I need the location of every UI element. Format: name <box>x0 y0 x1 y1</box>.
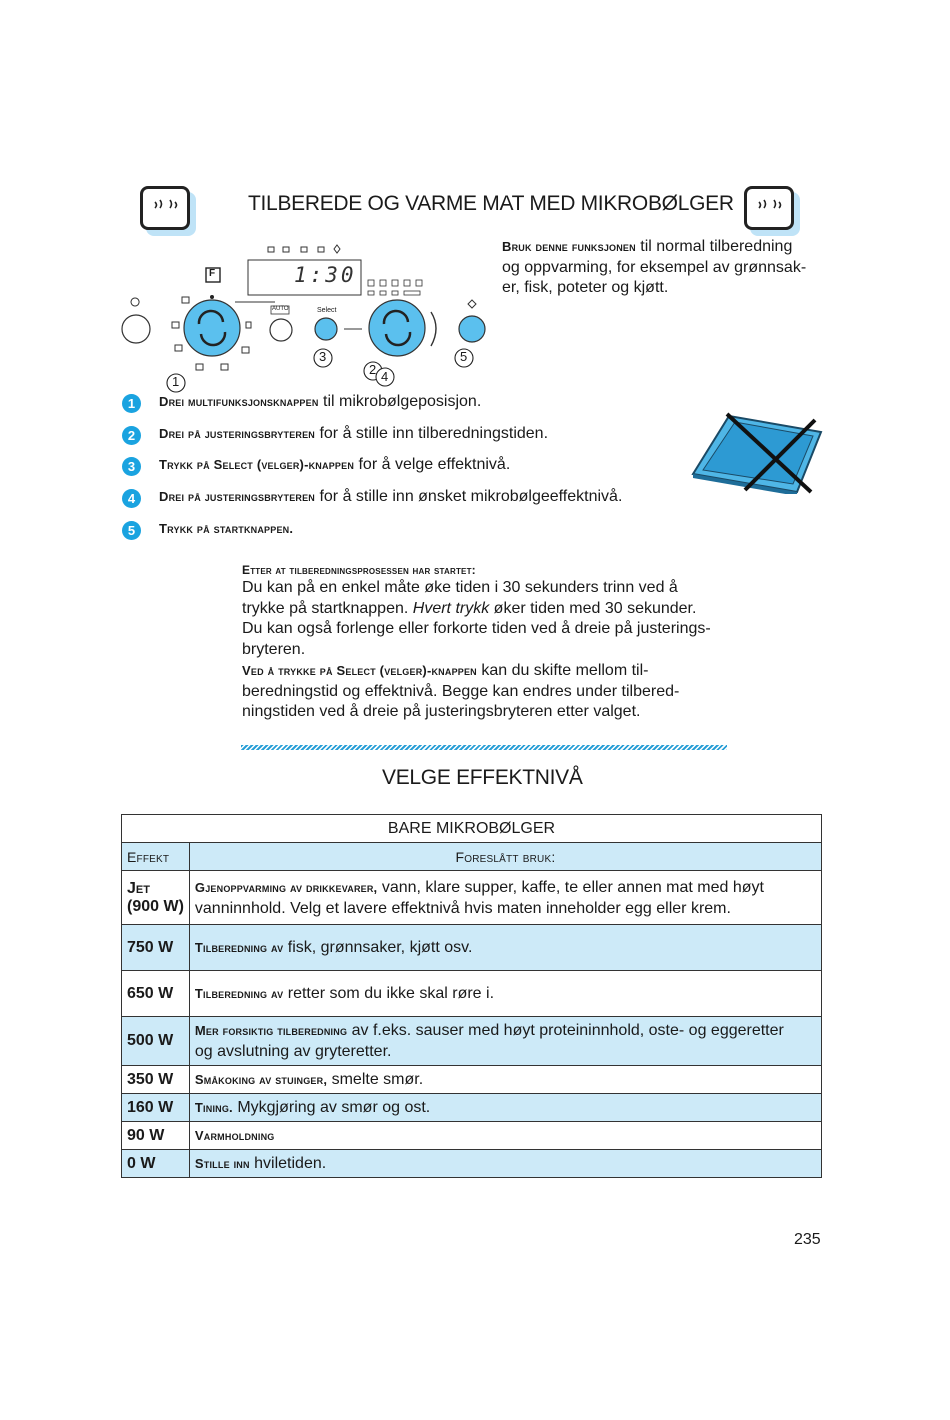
power-cell: 350 W <box>122 1066 190 1094</box>
callout-5: 5 <box>460 349 468 364</box>
usage-cell: Tilberedning av retter som du ikke skal røre i. <box>189 971 821 1017</box>
step-text: til mikrobølgeposisjon. <box>318 393 482 410</box>
power-cell: 750 W <box>122 925 190 971</box>
panel-f-label: F <box>209 268 216 279</box>
step-number: 5 <box>122 521 141 540</box>
usage-cell: Tilberedning av fisk, grønnsaker, kjøtt osv. <box>189 925 821 971</box>
col-header-power: Effekt <box>122 843 190 871</box>
power-cell: 0 W <box>122 1150 190 1178</box>
after-line: Du kan på en enkel måte øke tiden i 30 sekunders trinn ved å <box>242 579 678 596</box>
usage-cell: Mer forsiktig tilberedning av f.eks. sauser med høyt proteininnhold, oste- og eggeretter og avslutning av gryteretter. <box>189 1017 821 1066</box>
table-row <box>122 925 822 971</box>
after-line: bryteren. <box>242 641 306 659</box>
step-number: 3 <box>122 457 141 476</box>
table-row <box>122 1066 822 1094</box>
table-row <box>122 1150 822 1178</box>
step-number: 2 <box>122 426 141 445</box>
after-heading: Etter at tilberedningsprosessen har startet: <box>242 563 476 577</box>
after-line: kan du skifte mellom til- <box>476 661 649 679</box>
step-number: 1 <box>122 394 141 413</box>
power-cell: Jet (900 W) <box>122 871 190 925</box>
step-text: for å stille inn ønsket mikrobølgeeffektnivå. <box>315 488 623 505</box>
microwave-waves-icon <box>747 189 791 227</box>
usage-cell: Gjenoppvarming av drikkevarer, vann, klare supper, kaffe, te eller annen mat med høyt vanninnhold. Velg et lavere effektnivå hvis maten inneholder egg eller krem. <box>189 871 821 925</box>
after-line: ningstiden ved å dreie på justeringsbryteren etter valget. <box>242 703 641 721</box>
panel-auto-label: AUTO <box>272 306 289 312</box>
power-cell: 650 W <box>122 971 190 1017</box>
after-line: øker tiden med 30 sekunder. <box>489 599 697 617</box>
intro-line2: og oppvarming, for eksempel av grønnsak- <box>502 258 807 276</box>
callout-1: 1 <box>172 374 180 389</box>
section-title: VELGE EFFEKTNIVÅ <box>382 766 583 789</box>
table-row <box>122 1094 822 1122</box>
callout-4: 4 <box>381 369 389 384</box>
after-italic: Hvert trykk <box>412 599 490 617</box>
usage-cell: Småkoking av stuinger, smelte smør. <box>189 1066 821 1094</box>
power-level-table <box>121 814 822 1178</box>
power-cell: 500 W <box>122 1017 190 1066</box>
microwave-waves-icon <box>143 189 187 227</box>
step-lead: Trykk på Select (velger)-knappen <box>159 457 355 472</box>
step-text: for å stille inn tilberedningstiden. <box>315 425 549 442</box>
callout-3: 3 <box>319 349 327 364</box>
usage-cell: Tining. Mykgjøring av smør og ost. <box>189 1094 821 1122</box>
power-cell: 160 W <box>122 1094 190 1122</box>
table-row <box>122 1122 822 1150</box>
after-line: beredningstid og effektnivå. Begge kan endres under tilbered- <box>242 682 680 700</box>
callout-2: 2 <box>369 362 377 377</box>
table-caption: BARE MIKROBØLGER <box>122 815 822 843</box>
power-cell: 90 W <box>122 1122 190 1150</box>
step-number: 4 <box>122 489 141 508</box>
table-row <box>122 871 822 925</box>
tray-not-allowed-icon <box>689 410 824 494</box>
microwave-icon-right <box>744 186 794 230</box>
table-row <box>122 971 822 1017</box>
microwave-icon-left <box>140 186 190 230</box>
table-row <box>122 1017 822 1066</box>
intro-paragraph <box>502 237 832 299</box>
after-line: Du kan også forlenge eller forkorte tiden ved å dreie på justerings- <box>242 620 711 638</box>
after-start-section <box>242 562 742 723</box>
intro-lead: Bruk denne funksjonen <box>502 239 636 254</box>
section-divider <box>241 745 727 750</box>
after-line: trykke på startknappen. <box>242 599 413 617</box>
usage-cell: Stille inn hviletiden. <box>189 1150 821 1178</box>
panel-select-label: Select <box>317 307 337 314</box>
step-lead: Drei på justeringsbryteren <box>159 489 315 504</box>
after-lead: Ved å trykke på Select (velger)-knappen <box>242 662 477 678</box>
intro-line3: er, fisk, poteter og kjøtt. <box>502 279 669 296</box>
step-lead: Trykk på startknappen. <box>159 521 294 536</box>
col-header-usage: Foreslått bruk: <box>189 843 821 871</box>
step-lead: Drei multifunksjonsknappen <box>159 394 319 409</box>
step-text: for å velge effektnivå. <box>354 456 511 473</box>
step-lead: Drei på justeringsbryteren <box>159 426 315 441</box>
usage-cell: Varmholdning <box>189 1122 821 1150</box>
page-number: 235 <box>794 1231 821 1248</box>
page-title: TILBEREDE OG VARME MAT MED MIKROBØLGER <box>248 192 734 215</box>
display-time: 1:30 <box>294 263 357 287</box>
intro-line1: til normal tilberedning <box>635 238 793 255</box>
